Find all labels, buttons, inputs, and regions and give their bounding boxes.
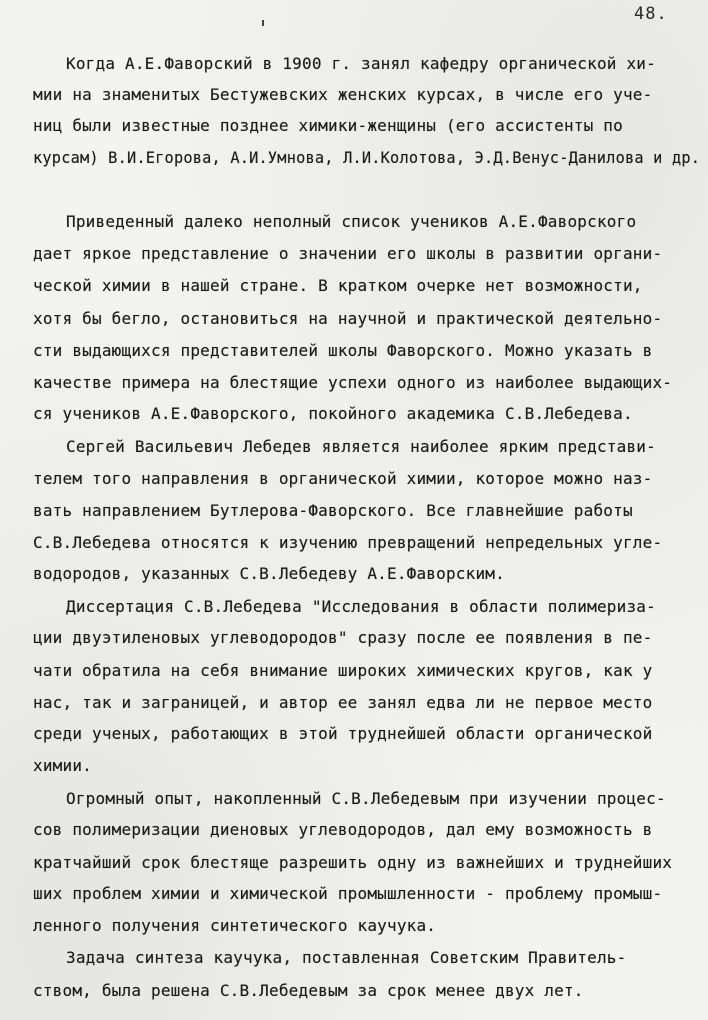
text-line: Когда А.Е.Фаворский в 1900 г. занял кафедру органической хи- [66, 54, 656, 73]
text-line: кратчайший срок блестяще разрешить одну из важнейших и труднейших [33, 853, 673, 872]
page-number: 48. [634, 4, 668, 24]
text-line: ции двуэтиленовых углеводородов" сразу после ее появления в пе- [33, 628, 653, 647]
text-line: хотя бы бегло, остановиться на научной и практической деятельно- [33, 309, 663, 328]
text-line: ством, была решена С.В.Лебедевым за срок менее двух лет. [33, 981, 584, 1000]
text-line: курсам) В.И.Егорова, А.И.Умнова, Л.И.Колотова, Э.Д.Венус-Данилова и др. [33, 148, 701, 167]
text-line: ся учеников А.Е.Фаворского, покойного академика С.В.Лебедева. [33, 404, 633, 423]
text-line: сти выдающихся представителей школы Фаворского. Можно указать в [33, 341, 653, 360]
text-line: нас, так и заграницей, и автор ее занял едва ли не первое место [33, 693, 653, 712]
text-line: химии. [33, 756, 92, 775]
text-line: качестве примера на блестящие успехи одного из наиболее выдающих- [33, 373, 673, 392]
text-line: мии на знаменитых Бестужевских женских курсах, в числе его уче- [33, 85, 653, 104]
text-line: ческой химии в нашей стране. В кратком очерке нет возможности, [33, 276, 643, 295]
text-line: С.В.Лебедева относятся к изучению превращений непредельных угле- [33, 533, 663, 552]
text-line: ших проблем химии и химической промышленности - проблему промыш- [33, 884, 663, 903]
text-line: чати обратила на себя внимание широких химических кругов, как у [33, 661, 653, 680]
text-line: Приведенный далеко неполный список учеников А.Е.Фаворского [66, 212, 637, 231]
text-line: телем того направления в органической химии, которое можно наз- [33, 469, 653, 488]
text-line: Задача синтеза каучука, поставленная Советским Правитель- [66, 948, 627, 967]
text-line: Огромный опыт, накопленный С.В.Лебедевым при изучении процес- [66, 789, 666, 808]
text-line: ленного получения синтетического каучука. [33, 916, 437, 935]
text-line: водородов, указанных С.В.Лебедеву А.Е.Фаворским. [33, 564, 505, 583]
text-line: среди ученых, работающих в этой труднейшей области органической [33, 724, 653, 743]
text-line: вать направлением Бутлерова-Фаворского. Все главнейшие работы [33, 501, 633, 520]
text-line: Диссертация С.В.Лебедева "Исследования в области полимериза- [66, 597, 656, 616]
text-line: ниц были известные позднее химики-женщины (его ассистенты по [33, 116, 623, 135]
ink-mark [262, 20, 264, 26]
text-line: дает яркое представление о значении его школы в развитии органи- [33, 244, 663, 263]
text-line: Сергей Васильевич Лебедев является наиболее ярким представи- [66, 437, 656, 456]
text-line: сов полимеризации диеновых углеводородов, дал ему возможность в [33, 820, 653, 839]
